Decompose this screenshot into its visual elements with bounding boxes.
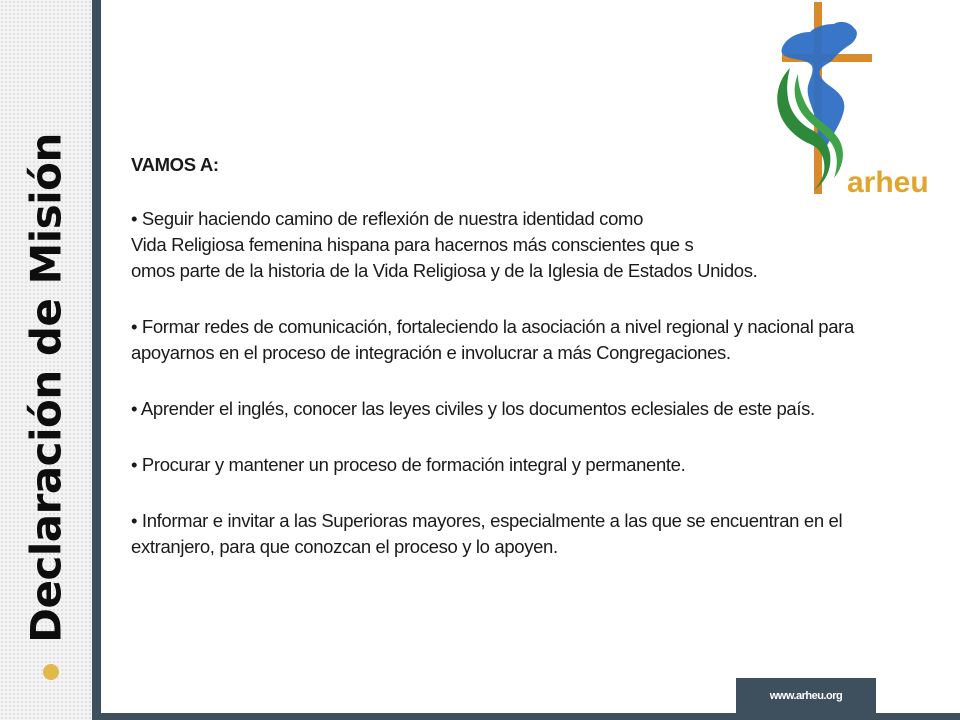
paragraph-line: apoyarnos en el proceso de integración e involucrar a más Congregaciones. xyxy=(131,342,731,363)
bottom-accent-bar xyxy=(92,713,960,720)
arheu-logo xyxy=(768,2,929,199)
bullet-paragraph xyxy=(131,206,931,284)
logo-text: arheu xyxy=(847,166,929,199)
logo-map-icon xyxy=(781,22,856,152)
paragraph-line: extranjero, para que conozcan el proceso y lo apoyen. xyxy=(131,536,558,557)
slide-content xyxy=(131,152,931,590)
bullet-paragraph xyxy=(131,396,931,422)
paragraph-line: • Formar redes de comunicación, fortaleciendo la asociación a nivel regional y nacional para xyxy=(131,316,854,337)
paragraph-line: • Aprender el inglés, conocer las leyes civiles y los documentos eclesiales de este país. xyxy=(131,398,815,419)
paragraph-line: • Procurar y mantener un proceso de formación integral y permanente. xyxy=(131,454,686,475)
bullet-paragraph xyxy=(131,452,931,478)
side-accent-bar xyxy=(92,0,101,720)
paragraph-line: • Informar e invitar a las Superioras mayores, especialmente a las que se encuentran en el xyxy=(131,510,843,531)
slide-title: Declaración de Misión xyxy=(21,133,71,643)
paragraph-line: Vida Religiosa femenina hispana para hacernos más conscientes que s xyxy=(131,234,694,255)
paragraph-line: omos parte de la historia de la Vida Religiosa y de la Iglesia de Estados Unidos. xyxy=(131,260,758,281)
bullet-paragraph xyxy=(131,508,931,560)
content-heading: VAMOS A: xyxy=(131,154,219,175)
title-dot xyxy=(43,664,59,680)
paragraph-line: • Seguir haciendo camino de reflexión de nuestra identidad como xyxy=(131,208,644,229)
url-footer xyxy=(736,678,876,713)
bullet-paragraph xyxy=(131,314,931,366)
url-text: www.arheu.org xyxy=(769,689,843,702)
